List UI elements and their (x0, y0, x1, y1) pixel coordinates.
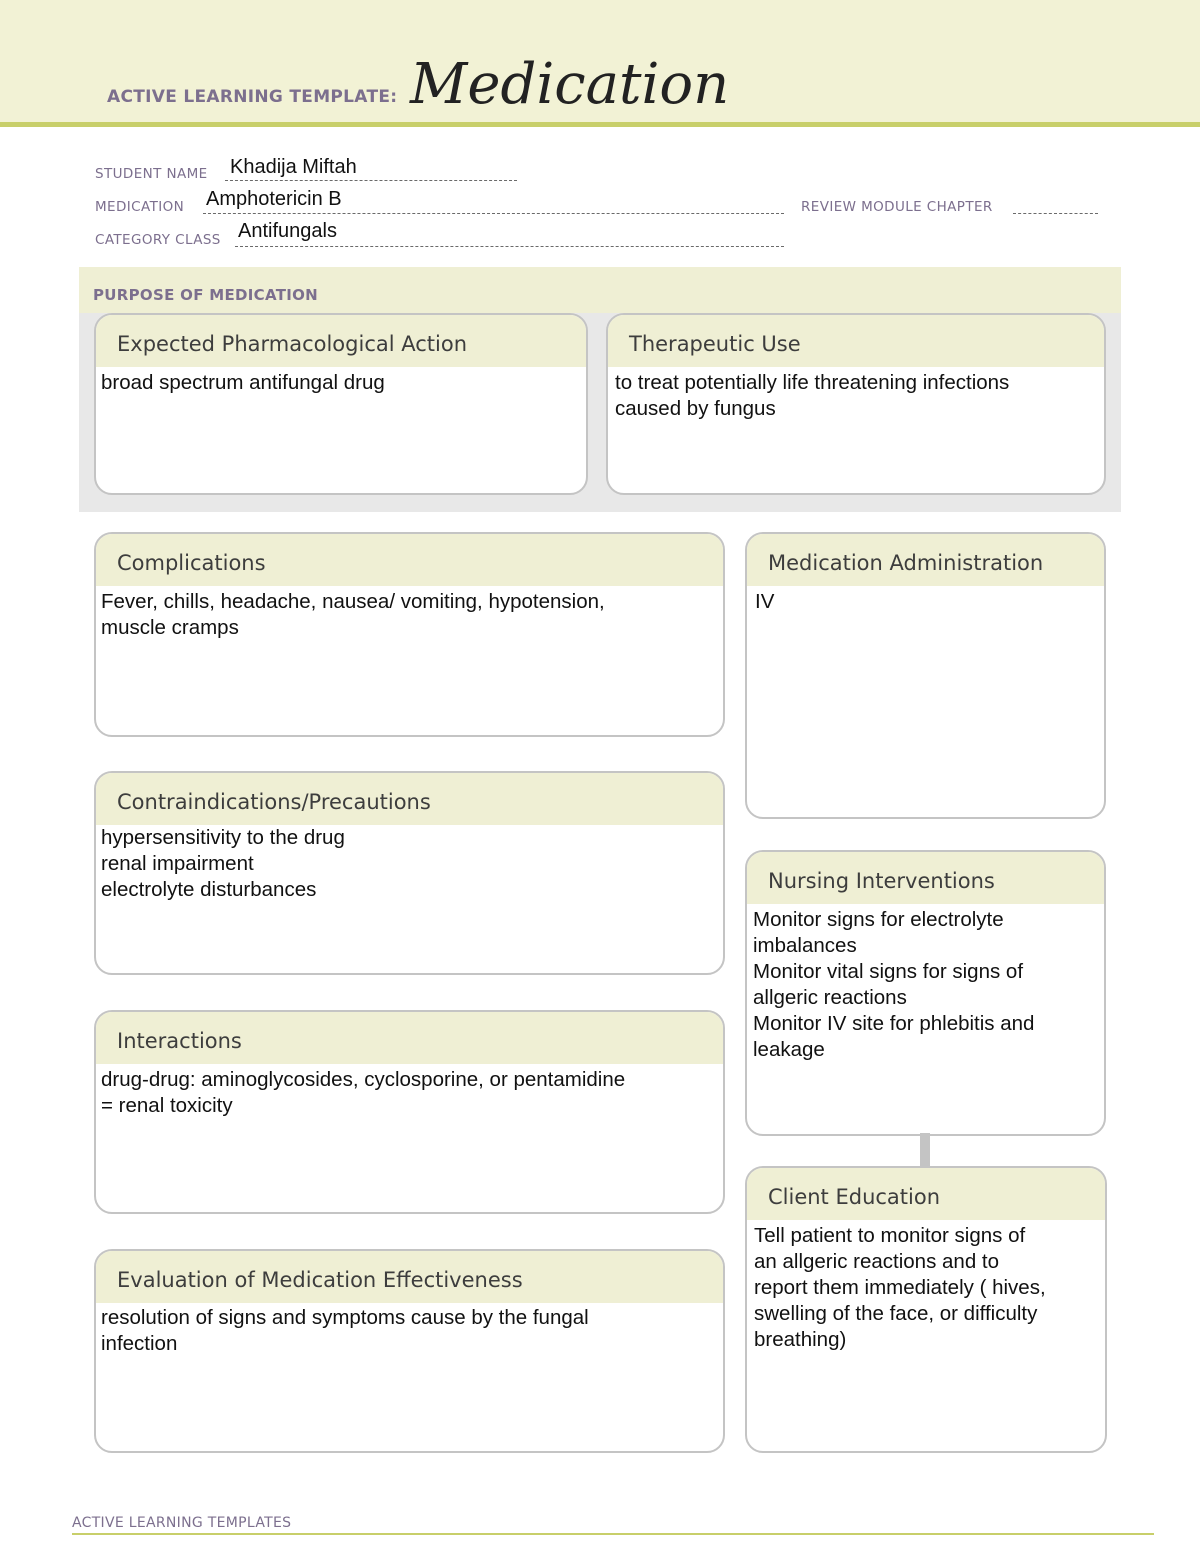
interactions-title: Interactions (96, 1012, 723, 1064)
category-class-field[interactable]: Antifungals (238, 220, 337, 242)
template-label: ACTIVE LEARNING TEMPLATE: (107, 87, 398, 107)
evaluation-text[interactable]: resolution of signs and symptoms cause by the fungal infection (101, 1306, 589, 1355)
evaluation-title: Evaluation of Medication Effectiveness (96, 1251, 723, 1303)
evaluation-box (94, 1249, 725, 1453)
therapeutic-use-text[interactable]: to treat potentially life threatening infections caused by fungus (615, 371, 1010, 420)
therapeutic-use-title: Therapeutic Use (608, 315, 1104, 367)
administration-box (745, 532, 1106, 819)
client-education-box (745, 1166, 1107, 1453)
connector-bar (920, 1133, 930, 1167)
page-title: Medication (410, 52, 730, 117)
header-rule (0, 122, 1200, 127)
client-education-text[interactable]: Tell patient to monitor signs of an allgeric reactions and to report them immediately ( hives, swelling of the face, or difficulty breathing) (754, 1224, 1046, 1351)
administration-text[interactable]: IV (755, 590, 775, 613)
student-name-field[interactable]: Khadija Miftah (230, 156, 357, 178)
contraindications-text[interactable]: hypersensitivity to the drug renal impairment electrolyte disturbances (101, 826, 345, 901)
review-module-label: REVIEW MODULE CHAPTER (801, 199, 993, 215)
nursing-interventions-title: Nursing Interventions (747, 852, 1104, 904)
medication-line (203, 213, 784, 214)
contraindications-title: Contraindications/Precautions (96, 773, 723, 825)
category-class-label: CATEGORY CLASS (95, 232, 221, 248)
expected-action-text[interactable]: broad spectrum antifungal drug (101, 371, 385, 394)
student-name-label: STUDENT NAME (95, 166, 208, 182)
therapeutic-use-box (606, 313, 1106, 495)
administration-title: Medication Administration (747, 534, 1104, 586)
medication-field[interactable]: Amphotericin B (206, 188, 342, 210)
expected-action-box (94, 313, 588, 495)
review-module-line (1013, 213, 1098, 214)
complications-text[interactable]: Fever, chills, headache, nausea/ vomiting, hypotension, muscle cramps (101, 590, 605, 639)
expected-action-title: Expected Pharmacological Action (96, 315, 586, 367)
footer-label: ACTIVE LEARNING TEMPLATES (72, 1515, 292, 1531)
student-name-line (225, 180, 517, 181)
complications-box (94, 532, 725, 737)
nursing-interventions-text[interactable]: Monitor signs for electrolyte imbalances Monitor vital signs for signs of allgeric reactions Monitor IV site for phlebitis and leakage (753, 908, 1035, 1061)
nursing-interventions-box (745, 850, 1106, 1136)
contraindications-box (94, 771, 725, 975)
medication-label: MEDICATION (95, 199, 185, 215)
complications-title: Complications (96, 534, 723, 586)
client-education-title: Client Education (747, 1168, 1105, 1220)
purpose-label: PURPOSE OF MEDICATION (93, 286, 319, 304)
footer-rule (72, 1533, 1154, 1535)
interactions-box (94, 1010, 725, 1214)
interactions-text[interactable]: drug-drug: aminoglycosides, cyclosporine, or pentamidine = renal toxicity (101, 1068, 626, 1117)
category-class-line (235, 246, 784, 247)
